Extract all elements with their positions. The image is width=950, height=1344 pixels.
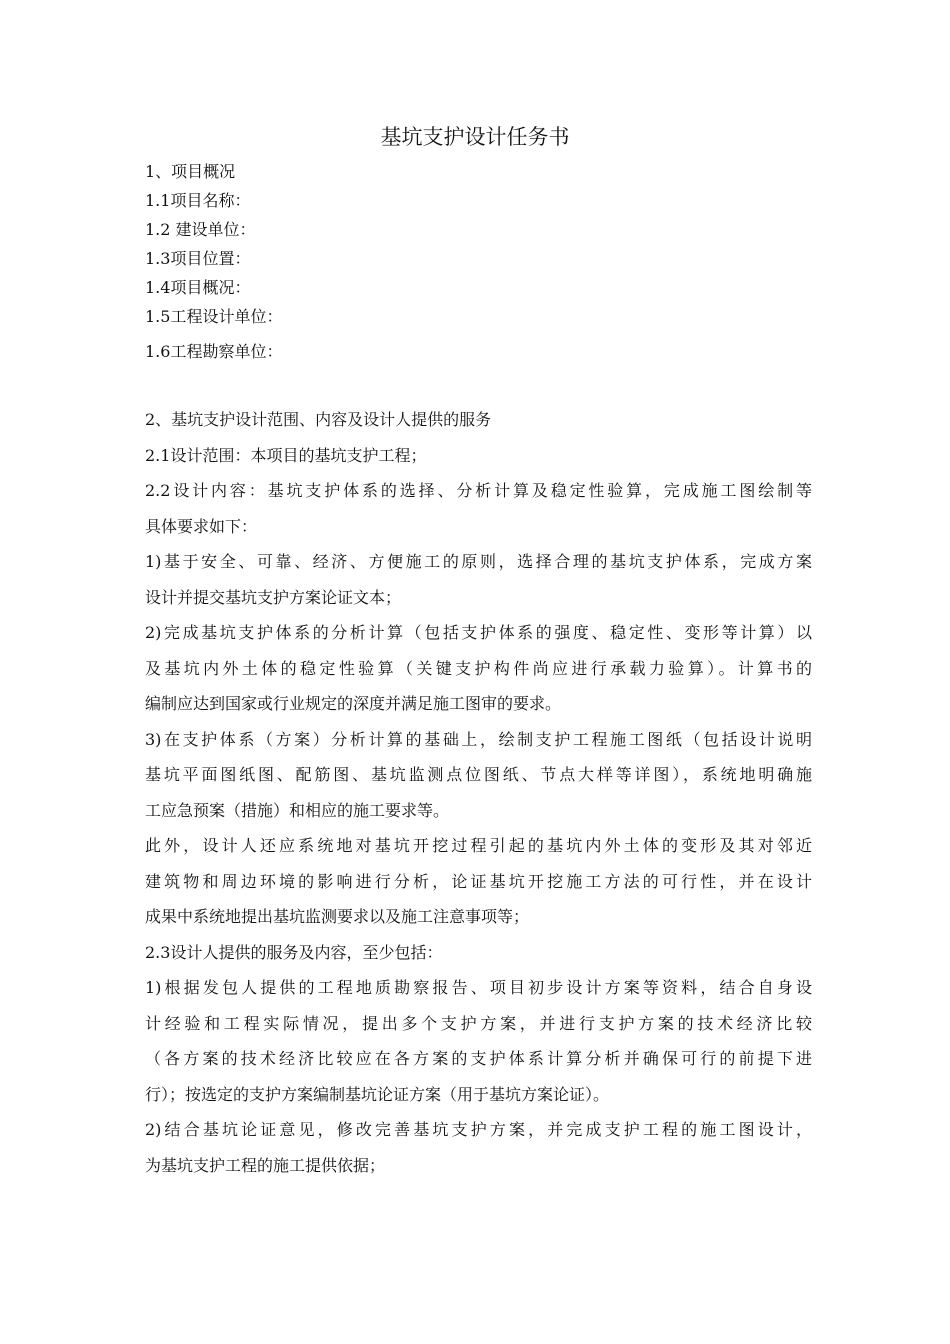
paragraph-line: 成果中系统地提出基坑监测要求以及施工注意事项等；	[145, 907, 530, 926]
paragraph-line: 建筑物和周边环境的影响进行分析，论证基坑开挖施工方法的可行性，并在设计	[145, 871, 812, 891]
paragraph-line: 1)基于安全、可靠、经济、方便施工的原则，选择合理的基坑支护体系，完成方案	[145, 552, 812, 571]
paragraph-line: （各方案的技术经济比较应在各方案的支护体系计算分析并确保可行的前提下进	[145, 1049, 812, 1068]
paragraph-line: 编制应达到国家或行业规定的深度并满足施工图审的要求。	[145, 694, 562, 713]
paragraph-line: 2)结合基坑论证意见，修改完善基坑支护方案，并完成支护工程的施工图设计，	[145, 1120, 812, 1139]
section-heading: 2、基坑支护设计范围、内容及设计人提供的服务	[145, 410, 492, 429]
paragraph-line: 工应急预案（措施）和相应的施工要求等。	[145, 800, 450, 820]
paragraph-line: 设计并提交基坑支护方案论证文本；	[145, 587, 402, 607]
design-scope-line: 2.1设计范围：本项目的基坑支护工程；	[145, 445, 427, 465]
project-location-field: 1.3项目位置：	[145, 249, 251, 268]
paragraph-line: 具体要求如下：	[145, 516, 258, 536]
paragraph-line: 2.3设计人提供的服务及内容，至少包括：	[145, 942, 443, 962]
paragraph-line: 为基坑支护工程的施工提供依据；	[145, 1155, 386, 1175]
survey-unit-field: 1.6工程勘察单位：	[145, 342, 283, 361]
paragraph-line: 2)完成基坑支护体系的分析计算（包括支护体系的强度、稳定性、变形等计算）以	[145, 623, 812, 642]
design-unit-field: 1.5工程设计单位：	[145, 307, 283, 326]
document-body	[145, 157, 812, 1183]
paragraph-line: 行）；按选定的支护方案编制基坑论证方案（用于基坑方案论证）。	[145, 1084, 610, 1104]
paragraph-line: 1)根据发包人提供的工程地质勘察报告、项目初步设计方案等资料，结合自身设	[145, 978, 812, 997]
paragraph-line: 及基坑内外土体的稳定性验算（关键支护构件尚应进行承载力验算）。计算书的	[145, 658, 812, 678]
document-title: 基坑支护设计任务书	[380, 125, 570, 149]
project-name-field: 1.1项目名称：	[145, 191, 251, 210]
paragraph-line: 此外，设计人还应系统地对基坑开挖过程引起的基坑内外土体的变形及其对邻近	[145, 836, 812, 855]
paragraph-line: 3)在支护体系（方案）分析计算的基础上，绘制支护工程施工图纸（包括设计说明	[145, 729, 812, 749]
paragraph-line: 计经验和工程实际情况，提出多个支护方案，并进行支护方案的技术经济比较	[145, 1013, 812, 1033]
section-heading: 1、项目概况	[145, 162, 236, 181]
paragraph-line: 2.2设计内容：基坑支护体系的选择、分析计算及稳定性验算，完成施工图绘制等	[145, 481, 812, 500]
project-overview-field: 1.4项目概况：	[145, 278, 251, 297]
paragraph-line: 基坑平面图纸图、配筋图、基坑监测点位图纸、节点大样等详图），系统地明确施	[145, 765, 812, 784]
construction-unit-field: 1.2 建设单位：	[145, 220, 256, 239]
